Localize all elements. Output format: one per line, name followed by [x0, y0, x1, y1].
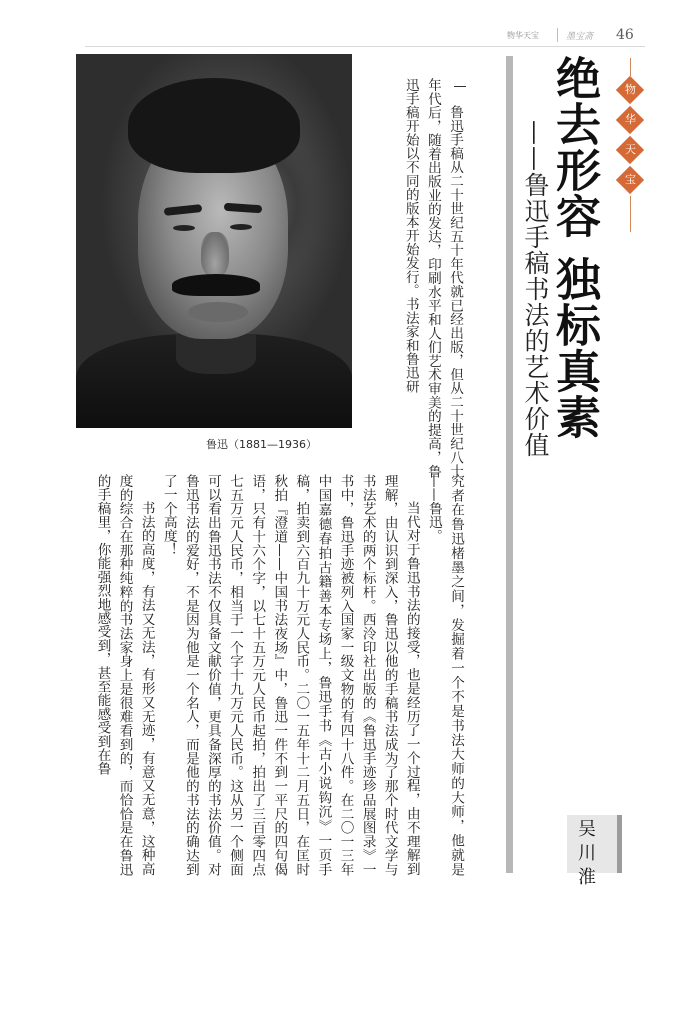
article-title: 绝去形容 独标真素 — [548, 55, 601, 440]
tag-line-bottom — [630, 196, 631, 232]
body-column-upper — [355, 78, 466, 478]
body-column-lower — [78, 474, 467, 876]
photo-caption: 鲁迅（1881—1936） — [206, 438, 317, 451]
photo-left-eye — [173, 225, 195, 231]
page-number: 46 — [616, 27, 634, 43]
photo-collar — [176, 334, 256, 374]
tag-char-1: 物 — [625, 83, 636, 96]
author-name: 吴川淮 — [578, 819, 596, 888]
header-section-name: 物华天宝 — [507, 31, 539, 40]
photo-mustache — [172, 274, 260, 296]
title-rule — [506, 56, 513, 873]
paragraph-1: 鲁迅手稿从二十世纪五十年代就已经出版，但从二十世纪八十年代后，随着出版业的发达，印刷水平和人们艺术审美的提高，鲁迅手稿开始以不同的版本开始发行。书法家和鲁迅研 — [402, 78, 463, 478]
photo-right-eye — [230, 224, 252, 230]
paragraph-2: 当代对于鲁迅书法的接受，也是经历了一个过程，由不理解到理解，由认识到深入，鲁迅以他的手稿书法成为了那个时代文学与书法艺术的两个标杆。西泠印社出版的《鲁迅手迹珍品展图录》一书中，鲁迅手迹被列入国家一级文物的有四十八件。在二〇一三年中国嘉德春拍古籍善本专场上，鲁迅手书《古小说钩沉》一页手稿，拍卖到六百九十万元人民币。二〇一五年十二月五日，在匡时秋拍『澄道——中国书法夜场』中，鲁迅一件不到一平尺的四句偈语，只有十六个字，以七十五万元人民币起拍，拍出了三百零四点七五万元人民币，相当于一个字十九万元人民币。这从另一个侧面可以看出鲁迅书法不仅具备文献价值，更具备深厚的书法价值。对鲁迅书法的爱好，不是因为他是一个名人，而是他的书法的确达到了一个高度！ — [160, 474, 420, 876]
header-column-name: 墨宝斋 — [566, 32, 594, 42]
article-subtitle: ——鲁迅手稿书法的艺术价值 — [521, 120, 550, 458]
photo-chin — [188, 302, 248, 322]
photo-hair — [128, 78, 300, 173]
portrait-photo — [76, 54, 352, 428]
header-rule — [85, 46, 645, 47]
paragraph-3: 书法的高度，有法又无法，有形又无迹，有意又无意，这种高度的综合在那种纯粹的书法家身上是很难看到的，而恰恰是在鲁迅的手稿里，你能强烈地感受到，甚至能感受到在鲁 — [94, 474, 155, 876]
tag-char-2: 华 — [625, 113, 636, 126]
photo-nose — [201, 232, 229, 277]
header-separator — [557, 28, 558, 42]
tag-char-4: 宝 — [625, 173, 636, 186]
tag-char-3: 天 — [625, 143, 636, 156]
paragraph-1-continued: 究者在鲁迅楮墨之间，发掘着一个不是书法大师的大师，他就是——鲁迅。 — [425, 474, 464, 876]
tag-line-top — [630, 58, 631, 76]
